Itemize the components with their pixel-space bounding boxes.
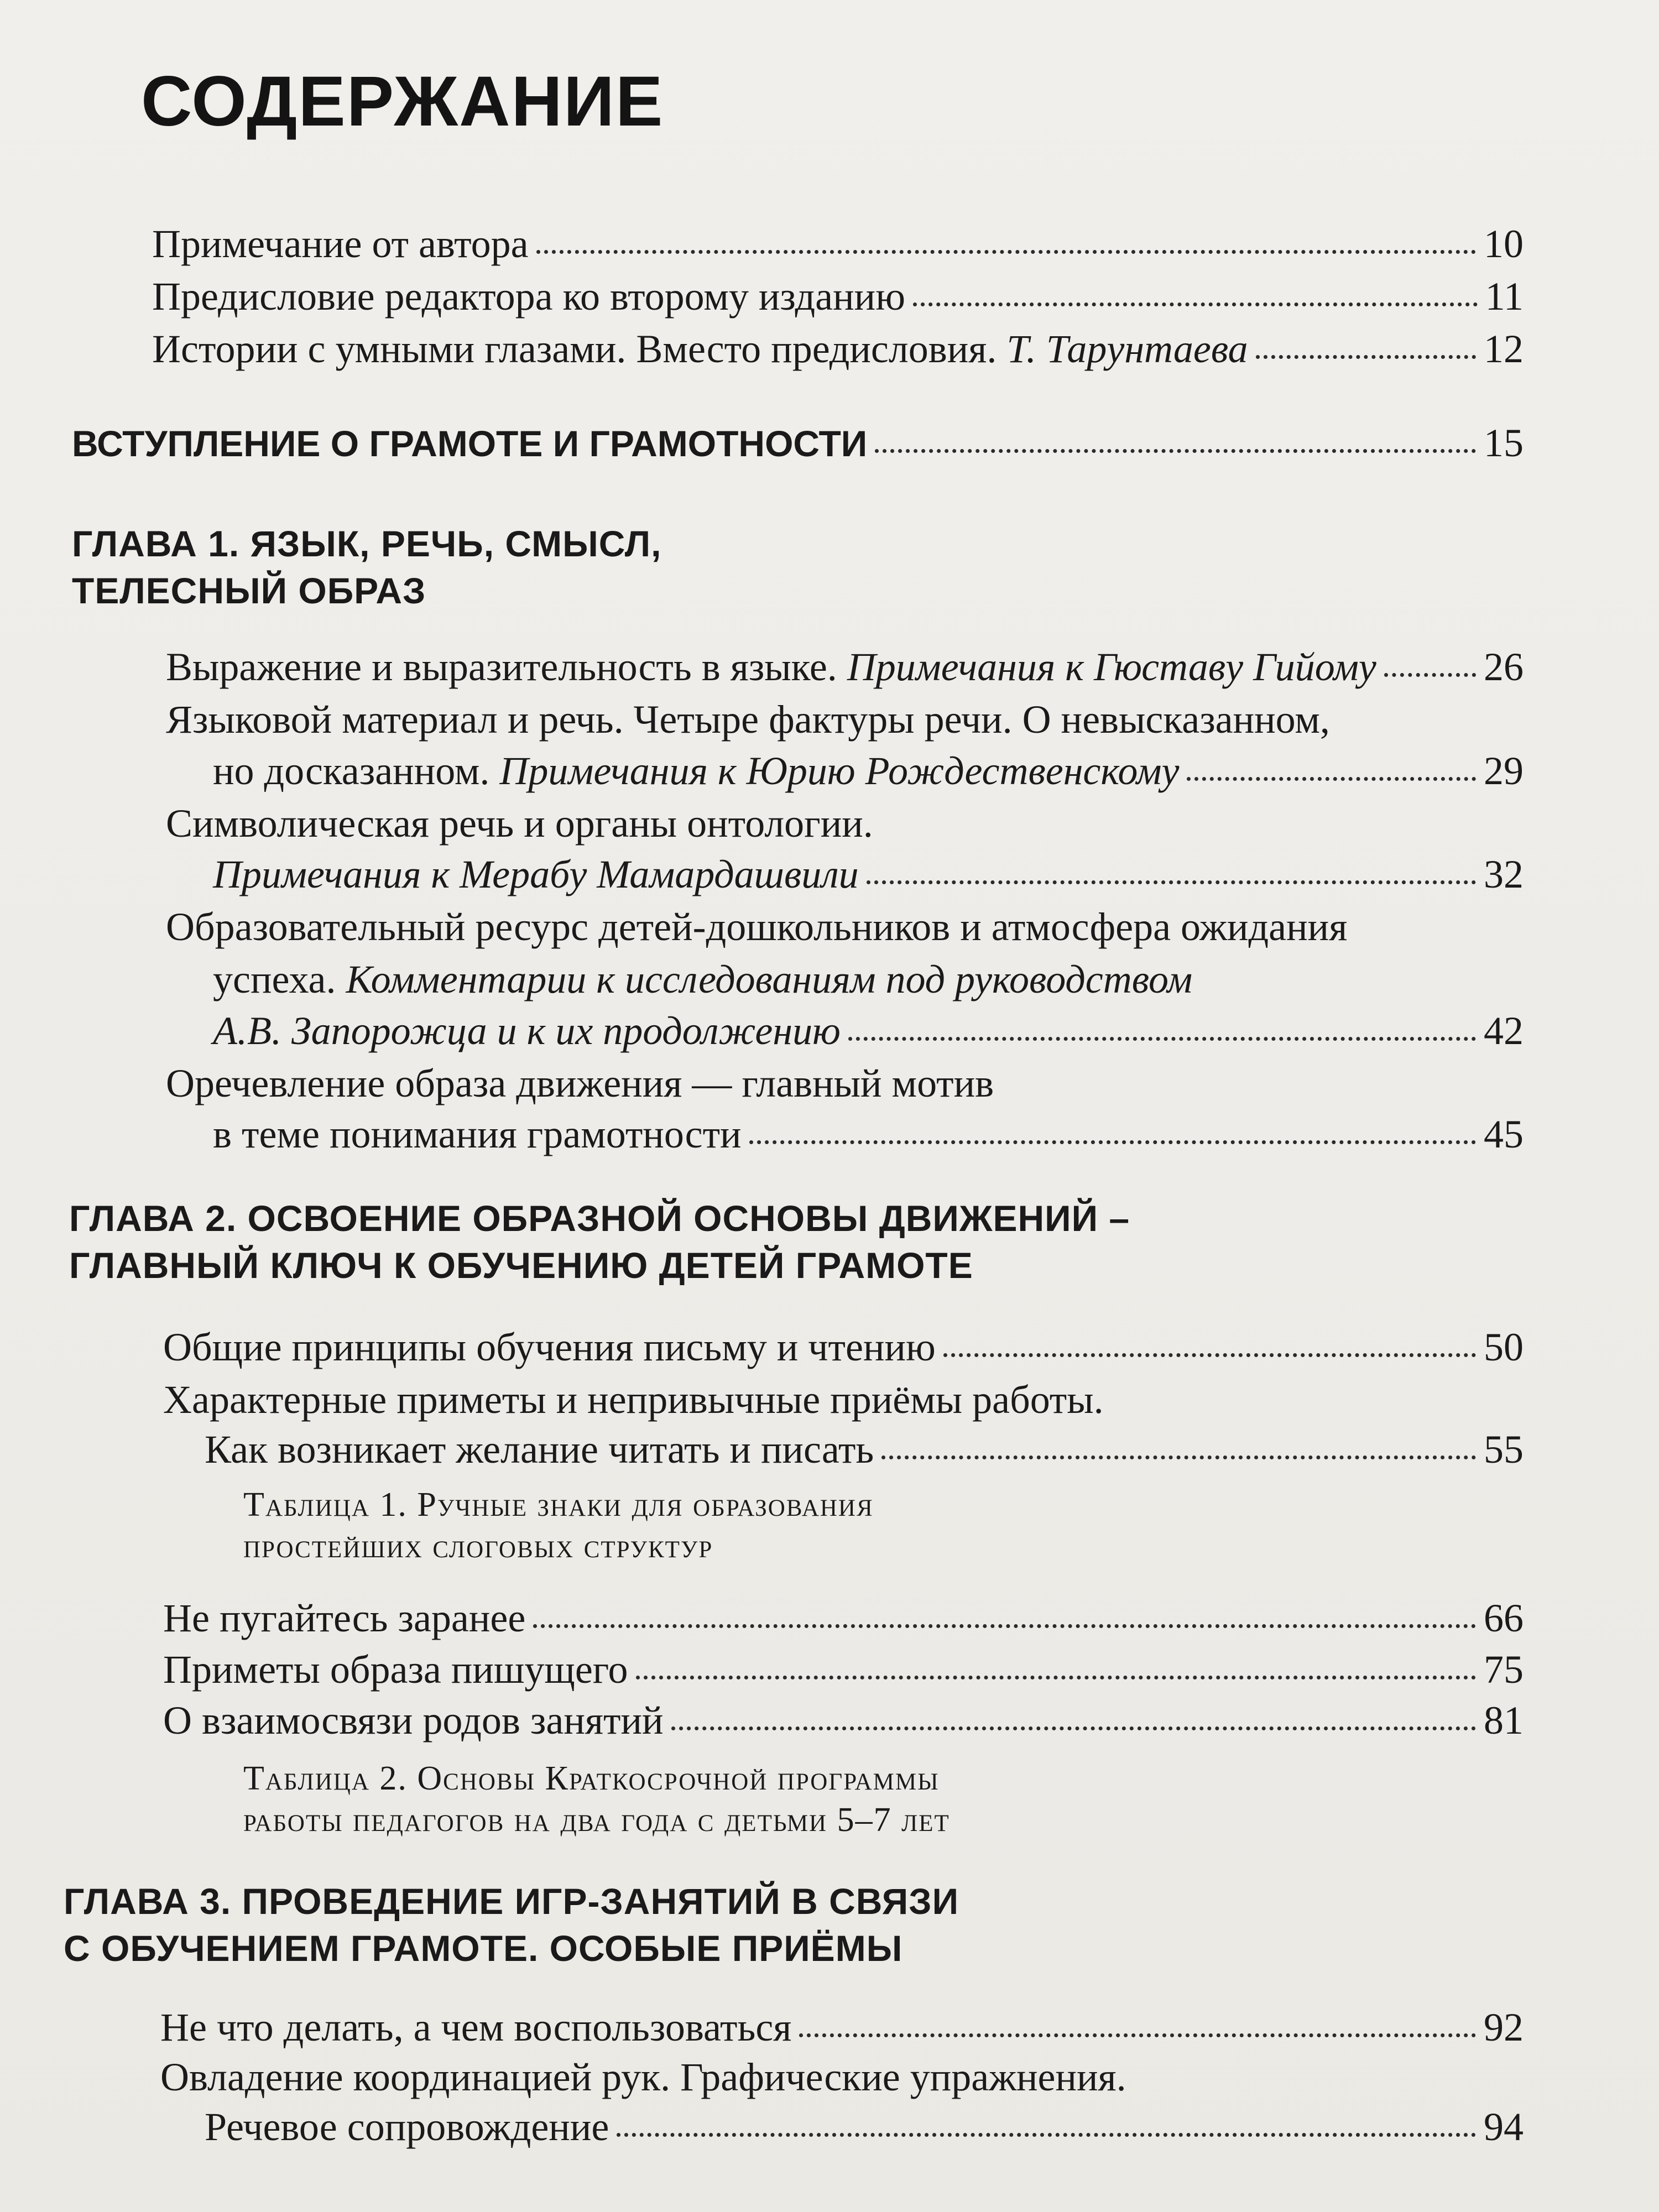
chapter-1-heading: ГЛАВА 1. ЯЗЫК, РЕЧЬ, СМЫСЛ, [72, 523, 662, 564]
page-number: 29 [1484, 749, 1524, 793]
entry-title: Предисловие редактора ко второму изданию [152, 274, 905, 319]
page-number: 42 [1484, 1009, 1524, 1053]
entry-title: Не что делать, а чем воспользоваться [160, 2005, 792, 2049]
toc-entry[interactable] [152, 224, 1524, 264]
chapter-2-heading-cont: ГЛАВНЫЙ КЛЮЧ К ОБУЧЕНИЮ ДЕТЕЙ ГРАМОТЕ [69, 1245, 973, 1286]
chapter-1-heading-cont: ТЕЛЕСНЫЙ ОБРАЗ [72, 570, 426, 611]
toc-entry[interactable] [152, 329, 1524, 369]
dot-leader [943, 1353, 1476, 1357]
chapter-2-heading: ГЛАВА 2. ОСВОЕНИЕ ОБРАЗНОЙ ОСНОВЫ ДВИЖЕНИЙ – [69, 1198, 1130, 1239]
entry-title: Примечания к Мерабу Мамардашвили [213, 852, 859, 896]
entry-title-line: Оречевление образа движения — главный мотив [166, 1061, 994, 1105]
page-number: 81 [1484, 1698, 1524, 1743]
chapter-3-heading: ГЛАВА 3. ПРОВЕДЕНИЕ ИГР-ЗАНЯТИЙ В СВЯЗИ [64, 1881, 959, 1922]
toc-entry[interactable] [163, 1327, 1524, 1367]
entry-title: Приметы образа пишущего [163, 1647, 628, 1692]
toc-entry[interactable] [163, 1647, 1524, 1692]
toc-entry[interactable] [213, 1114, 1524, 1154]
entry-title-line: Овладение координацией рук. Графические упражнения. [160, 2055, 1126, 2099]
toc-entry[interactable] [213, 854, 1524, 894]
dot-leader [848, 1037, 1476, 1041]
dot-leader [536, 250, 1476, 254]
toc-entry[interactable] [152, 274, 1524, 319]
entry-title: Общие принципы обучения письму и чтению [163, 1325, 936, 1369]
table-1-caption-cont: простейших слоговых структур [243, 1527, 713, 1565]
page-number: 66 [1484, 1596, 1524, 1640]
toc-entry[interactable] [163, 1598, 1524, 1638]
dot-leader [533, 1624, 1476, 1628]
page-number: 94 [1484, 2105, 1524, 2149]
entry-title: Выражение и выразительность в языке. Примечания к Гюставу Гийому [166, 645, 1376, 689]
dot-leader [749, 1140, 1476, 1144]
toc-entry[interactable] [205, 1427, 1524, 1472]
entry-title: в теме понимания грамотности [213, 1112, 742, 1156]
entry-title-line: Образовательный ресурс детей-дошкольников и атмосфера ожидания [166, 905, 1348, 949]
intro-title: ВСТУПЛЕНИЕ О ГРАМОТЕ И ГРАМОТНОСТИ [72, 423, 868, 464]
entry-title: Речевое сопровождение [205, 2105, 609, 2149]
page-number: 11 [1485, 274, 1524, 319]
page-number: 50 [1484, 1325, 1524, 1369]
page-number: 75 [1484, 1647, 1524, 1692]
dot-leader [1384, 673, 1476, 677]
entry-title: Истории с умными глазами. Вместо предисловия. Т. Таpунтаева [152, 327, 1248, 371]
entry-title: но досказанном. Примечания к Юрию Рождественскому [213, 749, 1180, 793]
dot-leader [1187, 777, 1476, 781]
page-title: СОДЕРЖАНИЕ [141, 62, 664, 141]
entry-title: Как возникает желание читать и писать [205, 1427, 874, 1472]
entry-title: Примечание от автора [152, 222, 529, 266]
dot-leader [617, 2133, 1476, 2137]
page-number: 55 [1484, 1427, 1524, 1472]
table-2-caption-cont: работы педагогов на два года с детьми 5–7 лет [243, 1801, 950, 1839]
dot-leader [875, 449, 1476, 453]
toc-entry[interactable] [205, 2107, 1524, 2147]
entry-author: Т. Таpунтаева [1006, 327, 1248, 371]
entry-title: Не пугайтесь заранее [163, 1596, 526, 1640]
page-number: 10 [1484, 222, 1524, 266]
page-number: 32 [1484, 852, 1524, 896]
dot-leader [1256, 355, 1476, 359]
toc-entry[interactable] [160, 2007, 1524, 2047]
chapter-3-heading-cont: С ОБУЧЕНИЕМ ГРАМОТЕ. ОСОБЫЕ ПРИЁМЫ [64, 1928, 903, 1969]
entry-title-line: Символическая речь и органы онтологии. [166, 801, 873, 846]
entry-title-line: Языковой материал и речь. Четыре фактуры речи. О невысказанном, [166, 697, 1330, 742]
entry-title-line: Характерные приметы и непривычные приёмы работы. [163, 1378, 1104, 1422]
dot-leader [636, 1676, 1476, 1679]
dot-leader [671, 1726, 1477, 1730]
page-number: 45 [1484, 1112, 1524, 1156]
table-1-caption: Таблица 1. Ручные знаки для образования [243, 1486, 874, 1524]
entry-title-line: успеха. Комментарии к исследованиям под руководством [213, 957, 1193, 1001]
dot-leader [799, 2033, 1476, 2037]
toc-entry[interactable] [213, 1011, 1524, 1051]
dot-leader [867, 880, 1476, 884]
toc-entry[interactable] [166, 647, 1524, 687]
entry-title: А.В. Запорожца и к их продолжению [213, 1009, 841, 1053]
entry-title: О взаимосвязи родов занятий [163, 1698, 664, 1743]
toc-intro-entry[interactable] [72, 423, 1524, 463]
table-2-caption: Таблица 2. Основы Краткосрочной программы [243, 1760, 940, 1797]
dot-leader [913, 302, 1478, 306]
page-number: 92 [1484, 2005, 1524, 2049]
toc-entry[interactable] [163, 1698, 1524, 1743]
toc-entry[interactable] [213, 751, 1524, 791]
dot-leader [881, 1455, 1476, 1459]
page-number: 15 [1484, 421, 1524, 465]
page-number: 12 [1484, 327, 1524, 371]
page-number: 26 [1484, 645, 1524, 689]
